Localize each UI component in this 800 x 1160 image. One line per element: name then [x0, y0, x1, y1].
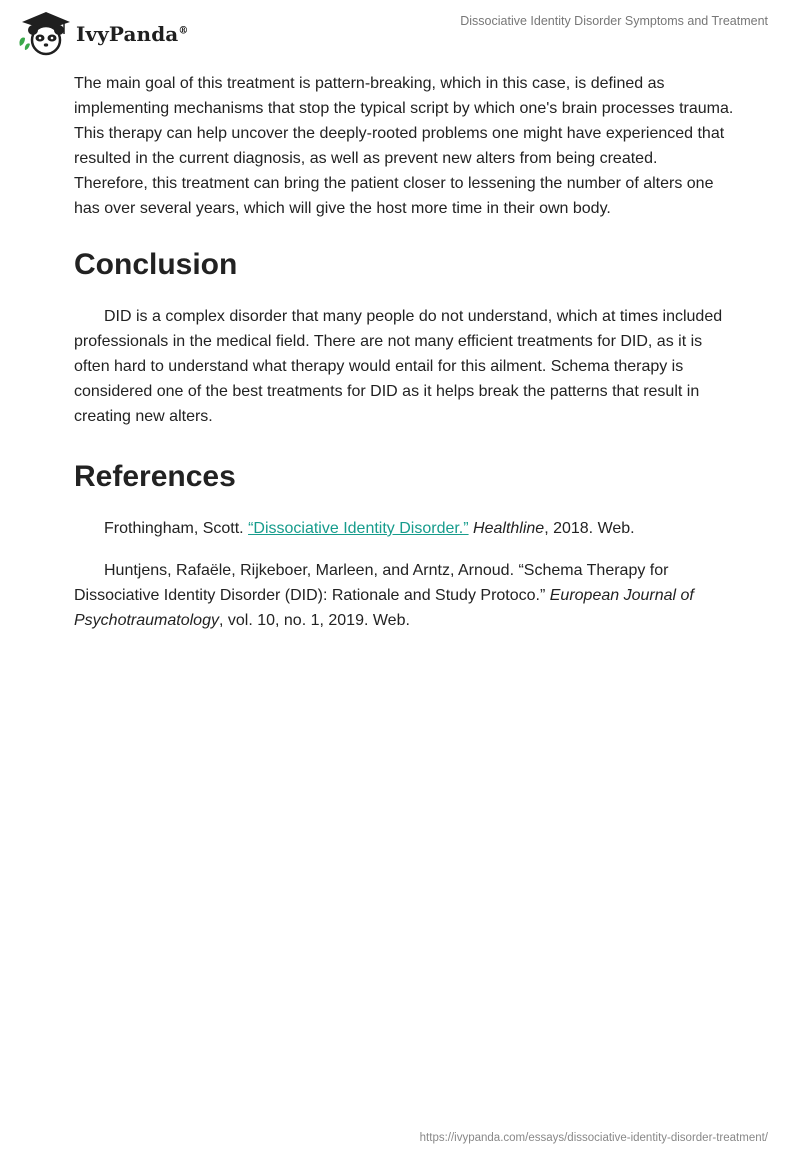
reference-journal: European Journal of Psychotraumatology — [74, 587, 694, 629]
reference-item — [74, 516, 734, 541]
reference-rest: , 2018. Web. — [544, 520, 635, 537]
conclusion-heading: Conclusion — [74, 248, 238, 281]
reference-authors: Frothingham, Scott. — [104, 520, 249, 537]
logo-text: IvyPanda® — [76, 22, 189, 46]
running-title: Dissociative Identity Disorder Symptoms and Treatment — [460, 14, 768, 28]
panda-graduate-icon — [16, 8, 72, 56]
footer-url[interactable]: https://ivypanda.com/essays/dissociative-identity-disorder-treatment/ — [419, 1132, 768, 1144]
references-heading: References — [74, 460, 236, 493]
body-paragraph: The main goal of this treatment is pattern-breaking, which in this case, is defined as implementing mechanisms that stop the typical script by which one's brain processes trauma. This therapy can help uncover the deeply-rooted problems one might have experienced that resulted in the current diagnosis, as well as prevent new alters from being created. Therefore, this treatment can bring the patient closer to lessening the number of alters one has over several years, which will give the host more time in their own body. — [74, 75, 734, 217]
reference-authors: Huntjens, Rafaële, Rijkeboer, Marleen, and Arntz, Arnoud. “Schema Therapy for Dissociative Identity Disorder (DID): Rationale and Study Protoco.” — [74, 562, 669, 604]
reference-item — [74, 558, 734, 633]
essay-content — [74, 71, 734, 650]
reference-source: Healthline — [473, 520, 545, 537]
reference-rest: , vol. 10, no. 1, 2019. Web. — [218, 612, 410, 629]
ivypanda-logo[interactable] — [16, 8, 188, 56]
registered-mark: ® — [178, 25, 189, 37]
conclusion-paragraph: DID is a complex disorder that many people do not understand, which at times included professionals in the medical field. There are not many efficient treatments for DID, as it is often hard to understand what therapy would entail for this ailment. Schema therapy is considered one of the best treatments for DID as it helps break the patterns that result in creating new alters. — [74, 308, 723, 425]
reference-link[interactable]: “Dissociative Identity Disorder.” — [248, 520, 469, 537]
page-header — [0, 0, 800, 64]
